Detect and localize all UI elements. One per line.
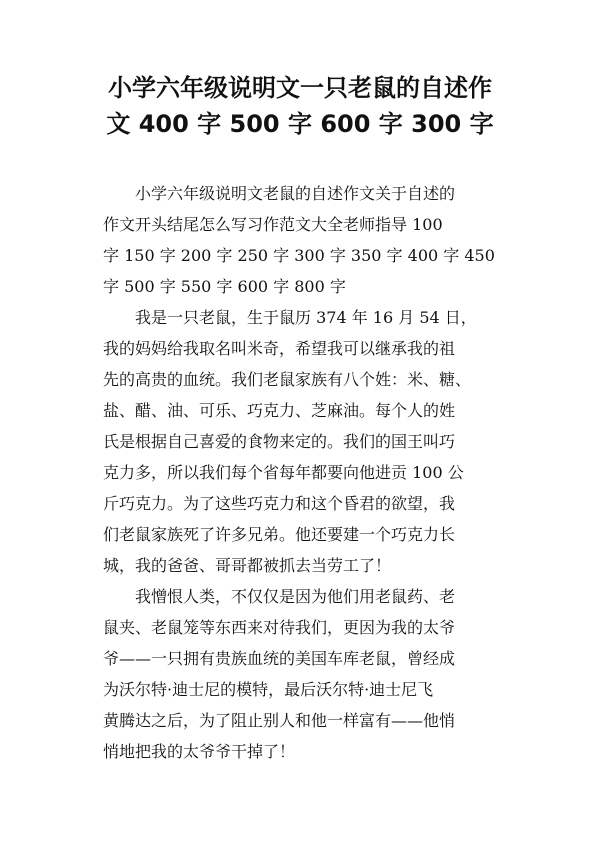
text-line: 为沃尔特·迪士尼的模特，最后沃尔特·迪士尼飞 (103, 680, 434, 699)
paragraph-2 (103, 302, 497, 581)
paragraph-3 (103, 581, 497, 767)
text-line: 字 500 字 550 字 600 字 800 字 (103, 277, 346, 296)
title-line-1: 小学六年级说明文一只老鼠的自述作 (108, 74, 492, 102)
text-line: 们老鼠家族死了许多兄弟。他还要建一个巧克力长 (103, 525, 456, 544)
text-line: 先的高贵的血统。我们老鼠家族有八个姓：米、糖、 (103, 370, 472, 389)
document-body (103, 178, 497, 767)
text-line: 爷——一只拥有贵族血统的美国车库老鼠，曾经成 (103, 649, 456, 668)
text-line: 黄腾达之后，为了阻止别人和他一样富有——他悄 (103, 711, 456, 730)
text-line: 我是一只老鼠，生于鼠历 374 年 16 月 54 日， (135, 308, 477, 327)
text-line: 字 150 字 200 字 250 字 300 字 350 字 400 字 450 (103, 246, 495, 265)
title-line-2: 文 400 字 500 字 600 字 300 字 (106, 110, 494, 138)
text-line: 作文开头结尾怎么写习作范文大全老师指导 100 (103, 215, 443, 234)
text-line: 氏是根据自己喜爱的食物来定的。我们的国王叫巧 (103, 432, 456, 451)
text-line: 我的妈妈给我取名叫米奇，希望我可以继承我的祖 (103, 339, 456, 358)
text-line: 克力多，所以我们每个省每年都要向他进贡 100 公 (103, 463, 464, 482)
document-title (60, 70, 540, 142)
text-line: 城，我的爸爸、哥哥都被抓去当劳工了！ (103, 556, 392, 575)
text-line: 盐、醋、油、可乐、巧克力、芝麻油。每个人的姓 (103, 401, 456, 420)
text-line: 悄地把我的太爷爷干掉了！ (103, 742, 296, 761)
text-line: 我憎恨人类，不仅仅是因为他们用老鼠药、老 (135, 587, 456, 606)
text-line: 斤巧克力。为了这些巧克力和这个昏君的欲望，我 (103, 494, 456, 513)
text-line: 小学六年级说明文老鼠的自述作文关于自述的 (135, 184, 456, 203)
text-line: 鼠夹、老鼠笼等东西来对待我们，更因为我的太爷 (103, 618, 456, 637)
paragraph-1 (103, 178, 497, 302)
